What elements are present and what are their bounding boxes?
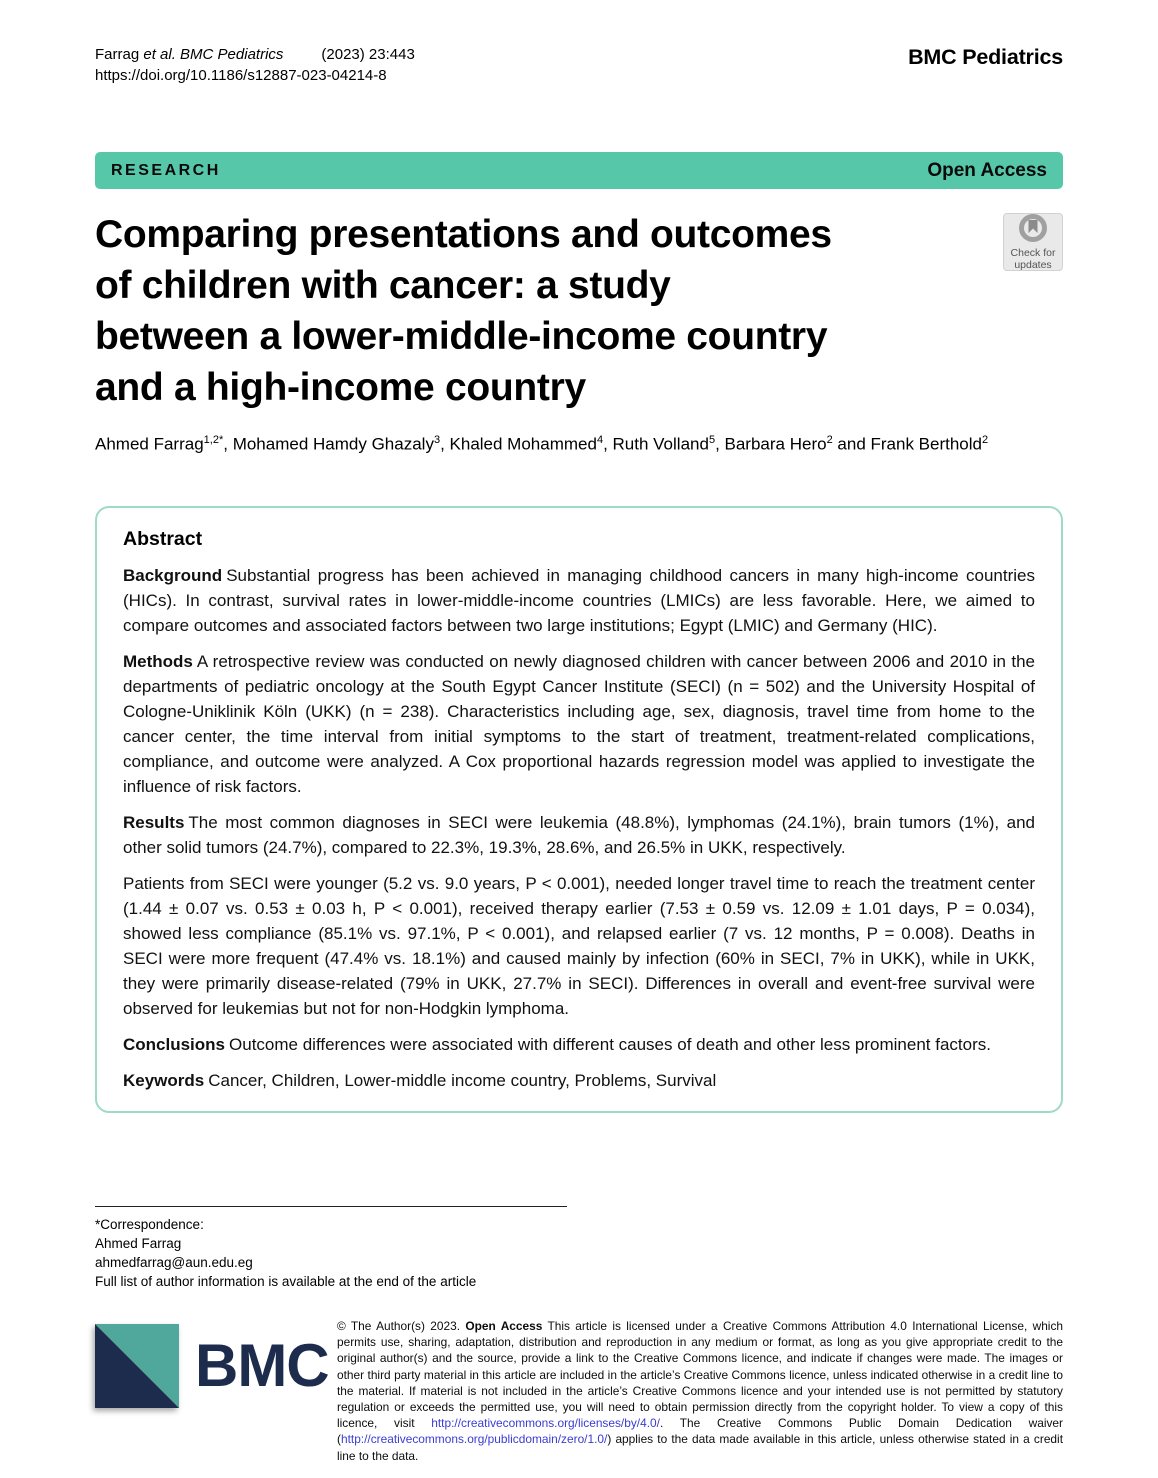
article-title [95,209,989,413]
license-open-access: Open Access [465,1319,543,1333]
cc-by-license-link[interactable]: http://creativecommons.org/licenses/by/4.0/ [431,1416,660,1431]
citation-journal-italic: et al. BMC Pediatrics [143,46,284,63]
correspondence-name: Ahmed Farrag [95,1236,182,1251]
journal-title: BMC Pediatrics [908,45,1063,69]
title-line: of children with cancer: a study [95,264,671,307]
bmc-logo-text: BMC [195,1332,329,1399]
correspondence-email: ahmedfarrag@aun.edu.eg [95,1255,253,1270]
abstract-results: Results The most common diagnoses in SECI were leukemia (48.8%), lymphomas (24.1%), brain tumors (1%), and other solid tumors (24.7%), compared to 22.3%, 19.3%, 28.6%, and 26.5% in UKK, respectively. [123,812,1035,857]
abstract-results-continued: Patients from SECI were younger (5.2 vs. 9.0 years, P < 0.001), needed longer travel time to reach the treatment center (1.44 ± 0.07 vs. 0.53 ± 0.03 h, P < 0.001), received therapy earlier (7.53 ± 0.59 vs. 12.09 ± 1.01 days, P = 0.034), showed less compliance (85.1% vs. 97.1%, P < 0.001), and relapsed earlier (7 vs. 12 months, P = 0.008). Deaths in SECI were more frequent (47.4% vs. 18.1%) and caused mainly by infection (60% in SECI, 7% in UKK), while in UKK, they were primarily disease-related (79% in UKK, 27.7% in SECI). Differences in overall and event-free survival were observed for leukemias but not for non-Hodgkin lymphoma. [123,873,1035,1018]
title-line: between a lower-middle-income country [95,315,828,358]
author-info-note: Full list of author information is available at the end of the article [95,1274,477,1289]
title-line: and a high-income country [95,366,586,409]
results-label: Results [123,812,185,832]
abstract-methods: Methods A retrospective review was conducted on newly diagnosed children with cancer between 2006 and 2010 in the departments of pediatric oncology at the South Egypt Cancer Institute (SECI) (n = 502) and the University Hospital of Cologne-Uniklinik Köln (UKK) (n = 238). Characteristics including age, sex, diagnosis, travel time from home to the cancer center, the time interval from initial symptoms to the start of treatment, treatment-related complications, compliance, and outcome were analyzed. A Cox proportional hazards regression model was applied to investigate the influence of risk factors. [123,651,1035,796]
correspondence-divider [95,1206,567,1207]
bmc-logo [95,1324,337,1408]
abstract-heading: Abstract [123,527,203,550]
check-badge-label: Check for updates [1010,247,1056,271]
authors: Ahmed Farrag$^{1,2*}$, Mohamed Hamdy Ghazaly$^3$, Khaled Mohammed$^4$, Ruth Volland$^5$, Barbara Hero$^2$ and Frank Berthold$^2$ [95,434,989,454]
check-for-updates-icon [1018,213,1048,248]
citation-block [95,45,415,86]
cc-zero-license-link[interactable]: http://creativecommons.org/publicdomain/zero/1.0/ [340,1432,608,1447]
open-access-label: Open Access [927,159,1047,181]
bmc-logo-square-icon [95,1324,179,1408]
correspondence-label: *Correspondence: [95,1217,204,1232]
correspondence-block [95,1206,567,1291]
page-footer [95,1318,1063,1464]
title-line: Comparing presentations and outcomes [95,213,832,256]
license-copyright: © The Author(s) 2023. [337,1319,466,1333]
abstract-conclusions: Conclusions Outcome differences were associated with different causes of death and other less prominent factors. [123,1034,991,1054]
abstract-background: Background Substantial progress has been achieved in managing childhood cancers in many high-income countries (HICs). In contrast, survival rates in lower-middle-income countries (LMICs) are less favorable. Here, we aimed to compare outcomes and associated factors between two large institutions; Egypt (LMIC) and Germany (HIC). [123,565,1035,635]
page-header [95,45,1063,86]
title-row [95,209,1063,413]
background-label: Background [123,565,223,585]
check-for-updates-badge[interactable] [1003,213,1063,271]
abstract-keywords: Keywords Cancer, Children, Lower-middle income country, Problems, Survival [123,1070,717,1090]
citation-author: Farrag [95,46,140,63]
citation-issue: (2023) 23:443 [321,46,415,63]
abstract-box [95,506,1063,1113]
conclusions-label: Conclusions [123,1034,226,1054]
research-label: RESEARCH [111,161,221,179]
doi-text: https://doi.org/10.1186/s12887-023-04214-8 [95,67,387,84]
license-text: © The Author(s) 2023. Open Access This article is licensed under a Creative Commons Attribution 4.0 International License, which permits use, sharing, adaptation, distribution and reproduction in any medium or format, as long as you give appropriate credit to the original author(s) and the source, provide a link to the Creative Commons licence, and indicate if changes were made. The images or other third party material in this article are included in the article’s Creative Commons licence, unless indicated otherwise in a credit line to the material. If material is not included in the article’s Creative Commons licence and your intended use is not permitted by statutory regulation or exceeds the permitted use, you will need to obtain permission directly from the copyright holder. To view a copy of this licence, visit http://creativecommons.org/licenses/by/4.0/. The Creative Commons Public Domain Dedication waiver (http://creativecommons.org/publicdomain/zero/1.0/) applies to the data made available in this article, unless otherwise stated in a credit line to the data. [337,1319,1064,1463]
citation-line [95,45,415,65]
keywords-label: Keywords [123,1070,205,1090]
article-type-banner [95,152,1063,189]
methods-label: Methods [123,651,193,671]
